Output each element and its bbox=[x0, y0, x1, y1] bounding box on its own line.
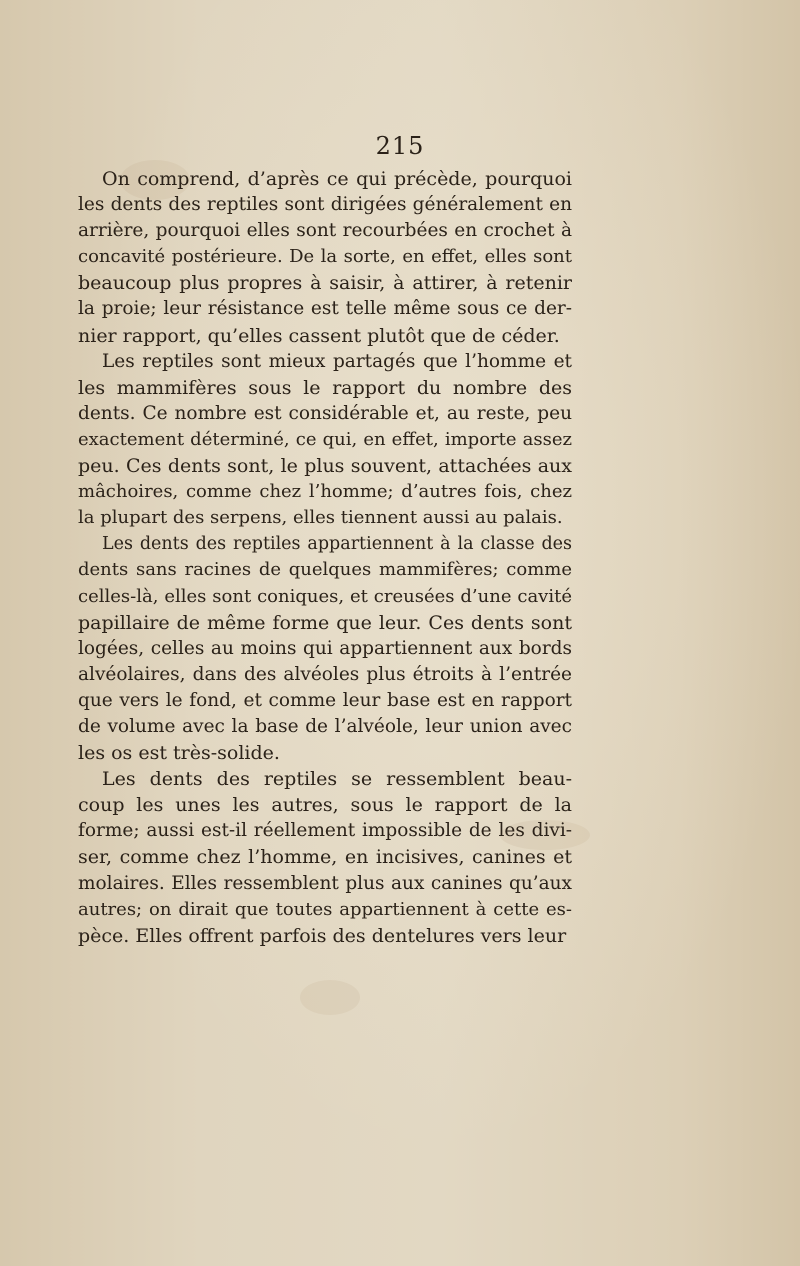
text-line: beaucoup plus propres à saisir, à attirer, à retenir bbox=[78, 272, 572, 295]
text-line: dents sans racines de quelques mammifères; comme bbox=[78, 559, 572, 581]
text-line: On comprend, d’après ce qui précède, pourquoi bbox=[102, 168, 572, 190]
paragraph bbox=[78, 766, 572, 949]
text-line: Les reptiles sont mieux partagés que l’homme et bbox=[102, 350, 572, 372]
paragraph bbox=[78, 349, 572, 532]
text-line: dents. Ce nombre est considérable et, au reste, peu bbox=[78, 402, 572, 424]
text-line: concavité postérieure. De la sorte, en effet, elles sont bbox=[78, 246, 572, 268]
text-line: que vers le fond, et comme leur base est en rapport bbox=[78, 689, 572, 711]
text-line: forme; aussi est-il réellement impossible de les divi- bbox=[78, 820, 572, 842]
text-line: peu. Ces dents sont, le plus souvent, attachées aux bbox=[78, 455, 572, 478]
text-line: logées, celles au moins qui appartiennent aux bords bbox=[78, 637, 572, 659]
paper-stain bbox=[300, 980, 360, 1015]
paragraph bbox=[78, 531, 572, 766]
text-line: Les dents des reptiles se ressemblent beau- bbox=[102, 768, 572, 791]
text-line: Les dents des reptiles appartiennent à la classe des bbox=[102, 534, 572, 555]
text-line: la plupart des serpens, elles tiennent aussi au palais. bbox=[78, 507, 563, 529]
text-line: les mammifères sous le rapport du nombre des bbox=[78, 376, 572, 399]
text-line: mâchoires, comme chez l’homme; d’autres fois, chez bbox=[78, 481, 572, 503]
text-line: de volume avec la base de l’alvéole, leur union avec bbox=[78, 715, 572, 737]
text-line: autres; on dirait que toutes appartiennent à cette es- bbox=[78, 898, 572, 920]
text-line: molaires. Elles ressemblent plus aux canines qu’aux bbox=[78, 872, 572, 894]
text-line: les dents des reptiles sont dirigées généralement en bbox=[78, 194, 572, 216]
text-line: pèce. Elles offrent parfois des dentelures vers leur bbox=[78, 924, 567, 947]
body-text bbox=[78, 166, 572, 949]
text-line: arrière, pourquoi elles sont recourbées en crochet à bbox=[78, 220, 572, 242]
paragraph bbox=[78, 166, 572, 349]
text-line: ser, comme chez l’homme, en incisives, canines et bbox=[78, 846, 572, 869]
text-line: la proie; leur résistance est telle même sous ce der- bbox=[78, 298, 572, 320]
text-line: papillaire de même forme que leur. Ces dents sont bbox=[78, 611, 572, 634]
page-number: 215 bbox=[375, 132, 425, 160]
text-line: celles-là, elles sont coniques, et creusées d’une cavité bbox=[78, 585, 572, 607]
text-line: alvéolaires, dans des alvéoles plus étroits à l’entrée bbox=[78, 663, 572, 685]
text-line: exactement déterminé, ce qui, en effet, importe assez bbox=[78, 428, 572, 450]
text-line: coup les unes les autres, sous le rapport de la bbox=[78, 794, 572, 817]
text-line: nier rapport, qu’elles cassent plutôt que de céder. bbox=[78, 324, 560, 347]
text-line: les os est très-solide. bbox=[78, 742, 280, 765]
